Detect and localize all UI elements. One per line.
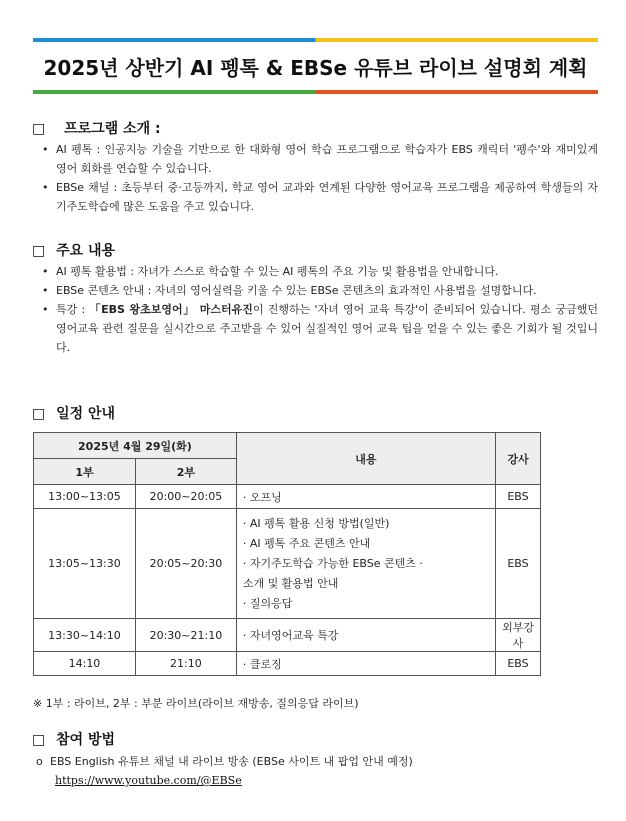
schedule-table bbox=[33, 432, 541, 676]
speaker-cell: 외부강사 bbox=[496, 619, 541, 652]
speaker-cell: EBS bbox=[496, 485, 541, 509]
contents-heading bbox=[32, 240, 115, 260]
schedule-note: ※ 1부 : 라이브, 2부 : 부분 라이브(라이브 재방송, 질의응답 라이브) bbox=[33, 697, 359, 710]
checkbox-icon: □ bbox=[32, 121, 46, 137]
schedule-heading-text: 일정 안내 bbox=[56, 406, 116, 422]
program-heading bbox=[32, 118, 161, 138]
checkbox-icon: □ bbox=[32, 732, 46, 748]
time-part1: 13:05~13:30 bbox=[34, 509, 136, 619]
content-line: · AI 펭톡 주요 콘텐츠 안내 bbox=[242, 536, 371, 550]
title-bottom-rule bbox=[33, 90, 598, 94]
content-line: · 자녀영어교육 특강 bbox=[242, 629, 339, 642]
speaker-cell: EBS bbox=[496, 652, 541, 676]
content-cell bbox=[236, 652, 495, 676]
table-row bbox=[34, 509, 541, 619]
time-part2: 20:30~21:10 bbox=[135, 619, 236, 652]
program-item: • EBSe 채널 : 초등부터 중·고등까지, 학교 영어 교과와 연계된 다양한 영어교육 프로그램을 제공하여 학생들의 자기주도학습에 많은 도움을 주고 있습니다. bbox=[42, 178, 598, 216]
date-header: 2025년 4월 29일(화) bbox=[34, 433, 237, 459]
time-part1: 14:10 bbox=[34, 652, 136, 676]
time-part2: 20:00~20:05 bbox=[135, 485, 236, 509]
contents-item: • AI 펭톡 활용법 : 자녀가 스스로 학습할 수 있는 AI 펭톡의 주요 기능 및 활용법을 안내합니다. bbox=[42, 262, 598, 281]
program-item: • AI 펭톡 : 인공지능 기술을 기반으로 한 대화형 영어 학습 프로그램으로 학습자가 EBS 캐릭터 '펭수'와 재미있게 영어 회화를 연습할 수 있습니다. bbox=[42, 140, 598, 178]
part2-header: 2부 bbox=[135, 459, 236, 485]
circle-bullet-icon: o bbox=[36, 755, 43, 768]
checkbox-icon: □ bbox=[32, 406, 46, 422]
special-bold: 「EBS 왕초보영어」 마스터유진 bbox=[89, 303, 253, 316]
contents-item-special bbox=[42, 300, 598, 357]
time-part2: 20:05~20:30 bbox=[135, 509, 236, 619]
speaker-header: 강사 bbox=[496, 433, 541, 485]
method-text: EBS English 유튜브 채널 내 라이브 방송 (EBSe 사이트 내 팝업 안내 예정) bbox=[50, 755, 413, 768]
table-row bbox=[34, 619, 541, 652]
special-rest: 이 진행하는 '자녀 영어 교육 특강'이 준비되어 있습니다. 평소 궁금했던 영어교육 관련 질문을 실시간으로 주고받을 수 있어 실질적인 영어 교육 팁을 얻을 수 있는 좋은 기회가 될 것입니다. bbox=[56, 303, 598, 354]
special-prefix: 특강 : bbox=[56, 303, 90, 316]
program-heading-text: 프로그램 소개 : bbox=[64, 121, 161, 137]
content-line: 소개 및 활용법 안내 bbox=[242, 576, 339, 590]
time-part1: 13:00~13:05 bbox=[34, 485, 136, 509]
program-list bbox=[42, 140, 598, 216]
table-row bbox=[34, 485, 541, 509]
content-cell bbox=[236, 619, 495, 652]
part1-header: 1부 bbox=[34, 459, 136, 485]
table-row bbox=[34, 652, 541, 676]
content-line: · AI 펭톡 활용 신청 방법(일반) bbox=[242, 516, 390, 530]
time-part2: 21:10 bbox=[135, 652, 236, 676]
content-cell bbox=[236, 509, 495, 619]
method-item bbox=[36, 752, 413, 772]
method-heading-text: 참여 방법 bbox=[56, 732, 116, 748]
youtube-link[interactable]: https://www.youtube.com/@EBSe bbox=[55, 774, 242, 787]
page-title: 2025년 상반기 AI 펭톡 & EBSe 유튜브 라이브 설명회 계획 bbox=[43, 55, 588, 80]
content-cell bbox=[236, 485, 495, 509]
content-line: · 오프닝 bbox=[242, 490, 282, 504]
time-part1: 13:30~14:10 bbox=[34, 619, 136, 652]
content-line: · 클로징 bbox=[242, 657, 282, 671]
speaker-cell: EBS bbox=[496, 509, 541, 619]
content-header: 내용 bbox=[236, 433, 495, 485]
contents-heading-text: 주요 내용 bbox=[56, 243, 116, 259]
method-heading bbox=[32, 729, 115, 749]
content-line: · 자기주도학습 가능한 EBSe 콘텐츠 · bbox=[242, 556, 423, 570]
content-line: · 질의응답 bbox=[242, 596, 293, 610]
contents-list bbox=[42, 262, 598, 357]
contents-item: • EBSe 콘텐츠 안내 : 자녀의 영어실력을 키울 수 있는 EBSe 콘텐츠의 효과적인 사용법을 설명합니다. bbox=[42, 281, 598, 300]
checkbox-icon: □ bbox=[32, 243, 46, 259]
schedule-heading bbox=[32, 403, 115, 423]
title-top-rule bbox=[33, 38, 598, 42]
